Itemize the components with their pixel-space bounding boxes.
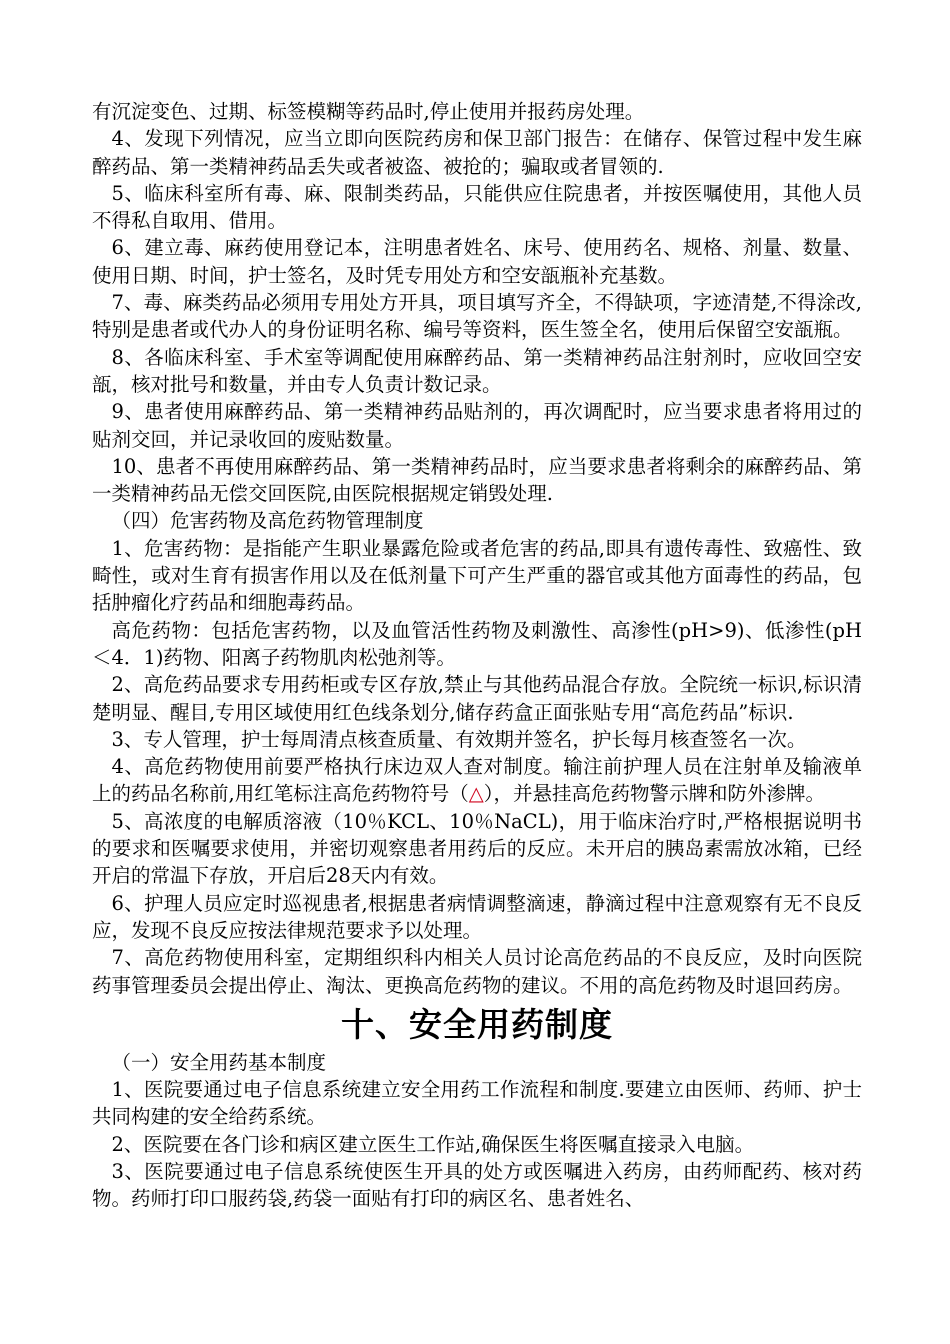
- paragraph: 2、医院要在各门诊和病区建立医生工作站,确保医生将医嘱直接录入电脑。: [111, 1132, 755, 1156]
- paragraph: 1、危害药物：是指能产生职业暴露危险或者危害的药品,即具有遗传毒性、致癌性、致畸性，或对生育有损害作用以及在低剂量下可产生严重的器官或其他方面毒性的药品，包括肿瘤化疗药品和细胞毒药品。: [92, 536, 862, 615]
- paragraph: 8、各临床科室、手术室等调配使用麻醉药品、第一类精神药品注射剂时，应收回空安瓿，核对批号和数量，并由专人负责计数记录。: [92, 345, 862, 396]
- paragraph: 有沉淀变色、过期、标签模糊等药品时,停止使用并报药房处理。: [92, 100, 645, 123]
- paragraph: 5、临床科室所有毒、麻、限制类药品，只能供应住院患者，并按医嘱使用，其他人员不得私自取用、借用。: [92, 181, 862, 233]
- paragraph: [92, 753, 862, 808]
- subsection-heading: （一）安全用药基本制度: [111, 1050, 327, 1074]
- paragraph: 9、患者使用麻醉药品、第一类精神药品贴剂的，再次调配时，应当要求患者将用过的贴剂交回，并记录收回的废贴数量。: [92, 400, 862, 451]
- paragraph: 6、护理人员应定时巡视患者,根据患者病情调整滴速，静滴过程中注意观察有无不良反应，发现不良反应按法律规范要求予以处理。: [92, 891, 862, 942]
- triangle-symbol: △: [468, 782, 484, 806]
- paragraph: 3、专人管理，护士每周清点核查质量、有效期并签名，护长每月核查签名一次。: [111, 727, 807, 751]
- subsection-heading: （四）危害药物及高危药物管理制度: [111, 509, 424, 533]
- paragraph: 7、高危药物使用科室，定期组织科内相关人员讨论高危药品的不良反应，及时向医院药事管理委员会提出停止、淘汰、更换高危药物的建议。不用的高危药物及时退回药房。: [92, 946, 862, 997]
- paragraph: 1、医院要通过电子信息系统建立安全用药工作流程和制度.要建立由医师、药师、护士共同构建的安全给药系统。: [92, 1078, 862, 1129]
- paragraph: 4、发现下列情况，应当立即向医院药房和保卫部门报告：在储存、保管过程中发生麻醉药品、第一类精神药品丢失或者被盗、被抢的；骗取或者冒领的.: [92, 127, 862, 178]
- paragraph-text: 4、高危药物使用前要严格执行床边双人查对制度。输注前护理人员在注射单及输液单上的药品名称前,用红笔标注高危药物符号（: [92, 755, 862, 806]
- paragraph: 2、高危药品要求专用药柜或专区存放,禁止与其他药品混合存放。全院统一标识,标识清楚明显、醒目,专用区域使用红色线条划分,储存药盒正面张贴专用“高危药品”标识.: [92, 673, 862, 724]
- paragraph: 7、毒、麻类药品必须用专用处方开具，项目填写齐全，不得缺项，字迹清楚,不得涂改,特别是患者或代办人的身份证明名称、编号等资料，医生签全名，使用后保留空安瓿瓶。: [92, 291, 862, 342]
- paragraph-text: ），并悬挂高危药物警示牌和防外渗牌。: [483, 782, 825, 806]
- document-page: [92, 98, 862, 1213]
- paragraph: 3、医院要通过电子信息系统使医生开具的处方或医嘱进入药房，由药师配药、核对药物。药师打印口服药袋,药袋一面贴有打印的病区名、患者姓名、: [92, 1159, 862, 1211]
- paragraph: 10、患者不再使用麻醉药品、第一类精神药品时，应当要求患者将剩余的麻醉药品、第一类精神药品无偿交回医院,由医院根据规定销毁处理.: [92, 454, 862, 506]
- paragraph: 5、高浓度的电解质溶液（10％KCL、10％NaCL)，用于临床治疗时,严格根据说明书的要求和医嘱要求使用，并密切观察患者用药后的反应。未开启的胰岛素需放冰箱，已经开启的常温下存放，开启后28天内有效。: [92, 809, 862, 888]
- paragraph: 6、建立毒、麻药使用登记本，注明患者姓名、床号、使用药名、规格、剂量、数量、使用日期、时间，护士签名，及时凭专用处方和空安瓿瓶补充基数。: [92, 236, 862, 287]
- section-title: 十、安全用药制度: [341, 1004, 613, 1044]
- paragraph: 高危药物：包括危害药物，以及血管活性药物及刺激性、高渗性(pH>9)、低渗性(pH＜4．1)药物、阳离子药物肌肉松弛剂等。: [92, 618, 862, 669]
